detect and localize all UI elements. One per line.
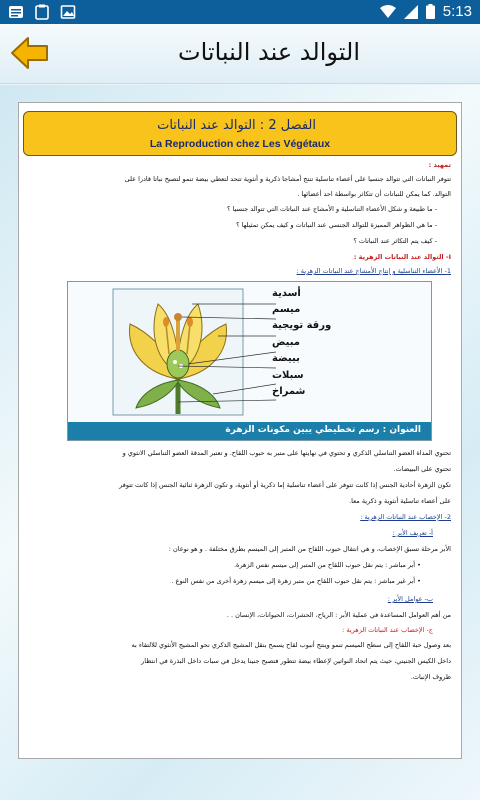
body-line: تكون الزهرة أحادية الجنس إذا كانت تتوفر على أعضاء تناسلية إما ذكرية أو أنثوية، و تكون الزهرة ثنائية الجنس إذا كانت تتوفر [119, 481, 451, 489]
body-line: بعد وصول حبة اللقاح إلى سطح الميسم تنمو وينتج أنبوب لقاح يسمح بنقل المشيج الذكري نحو المشيج الأنثوي للالتقاء به [131, 641, 451, 649]
clipboard-icon [34, 4, 50, 20]
body-line: على أعضاء تناسلية أنثوية و ذكرية معا. [349, 497, 451, 505]
chapter-subtitle: La Reproduction chez Les Végétaux [149, 138, 331, 150]
chapter-header [23, 111, 457, 156]
subsection-heading: 2- الإخصاب عند النباتات الزهرية : [360, 513, 451, 521]
body-line: الأبر مرحلة تسبق الإخصاب، و هي انتقال حبوب اللقاح من المتبر إلى الميسم بطرق مختلفة . و هو نوعان : [168, 545, 451, 553]
content-area[interactable] [0, 85, 480, 800]
body-line: ظروف الإنبات. [410, 673, 451, 681]
flower-diagram [67, 281, 432, 441]
lesson-page-image [18, 102, 462, 759]
status-bar [0, 0, 480, 24]
chapter-title: الفصل 2 : التوالد عند النباتات [157, 118, 316, 133]
intro-heading: تمهيد : [428, 161, 451, 169]
subsection-heading: ب- عوامل الأبر : [387, 595, 433, 603]
back-button[interactable] [10, 35, 50, 71]
wifi-icon [380, 5, 396, 19]
figure-label: ميسم [272, 304, 301, 315]
question-line: - كيف يتم التكاثر عند النباتات ؟ [353, 237, 437, 245]
intro-line: تتوفر النباتات التي تتوالد جنسيا على أعضاء تناسلية تنتج أمشاجا ذكرية و أنثوية تتحد لتعطي بيضة تنمو لتصبح نباتا قادرا على [124, 175, 451, 183]
subsection-heading: 1- الأعضاء التناسلية و إنتاج الأمشاج عند النباتات الزهرية : [296, 267, 451, 275]
body-line: تحتوي على البييضات. [393, 465, 451, 473]
body-line: تحتوي المداة العضو التناسلي الذكري و تحتوي في نهايتها على متبر به حبوب اللقاح. و تعتبر المدقة العضو التناسلي الانثوي و [122, 449, 451, 457]
flower-drawing [78, 284, 278, 426]
battery-icon [426, 4, 435, 19]
section-heading: I- التوالد عند النباتات الزهرية : [353, 253, 451, 261]
figure-label: ورقة تويجية [272, 320, 332, 331]
back-arrow-icon [10, 35, 50, 71]
figure-label: بييضة [272, 353, 300, 364]
figure-label: أسدية [272, 288, 301, 299]
page-title: التوالد عند النباتات [178, 38, 360, 66]
figure-label: مبيض [272, 337, 300, 348]
subsection-heading: أ- تعريف الأبر : [392, 529, 433, 537]
status-right-icons [380, 3, 472, 20]
intro-line: التوالد. كما يمكن للنباتات أن تتكاثر بواسطة احد أعضائها . [297, 190, 451, 198]
figure-label: سبلات [272, 370, 304, 381]
clock: 5:13 [442, 3, 472, 20]
image-icon [60, 4, 76, 20]
subsection-heading: ج- الإخصاب عند النباتات الزهرية : [342, 626, 433, 634]
question-line: - ما هي الظواهر المميزة للتوالد الجنسي عند النباتات و كيف يمكن تمثيلها ؟ [236, 221, 437, 229]
question-line: - ما طبيعة و شكل الأعضاء التناسلية و الأمشاج عند النباتات التي تتوالد جنسيا ؟ [227, 205, 437, 213]
figure-caption: العنوان : رسم تخطيطي يبين مكونات الزهرة [225, 425, 421, 435]
body-line: من أهم العوامل المساعدة في عملية الأبر : الرياح، الحشرات، الحيوانات، الإنسان . . [226, 611, 451, 619]
status-left-icons [8, 4, 76, 20]
figure-label: شمراخ [272, 386, 306, 397]
notification-icon [8, 4, 24, 20]
app-bar [0, 24, 480, 84]
body-line: • أبر غير مباشر : يتم نقل حبوب اللقاح من متبر زهرة إلى ميسم زهرة أخرى من نفس النوع . [171, 577, 421, 585]
figure-caption-bar [68, 422, 431, 440]
body-line: داخل الكيس الجنيني، حيث يتم اتحاد النواتين لإعطاء بيضة تتطور فتصبح جنينا يدخل في سبات داخل البذرة في انتظار [141, 657, 451, 665]
signal-icon [404, 5, 418, 19]
body-line: • أبر مباشر : يتم نقل حبوب اللقاح من المتبر إلى ميسم نفس الزهرة. [233, 561, 421, 569]
